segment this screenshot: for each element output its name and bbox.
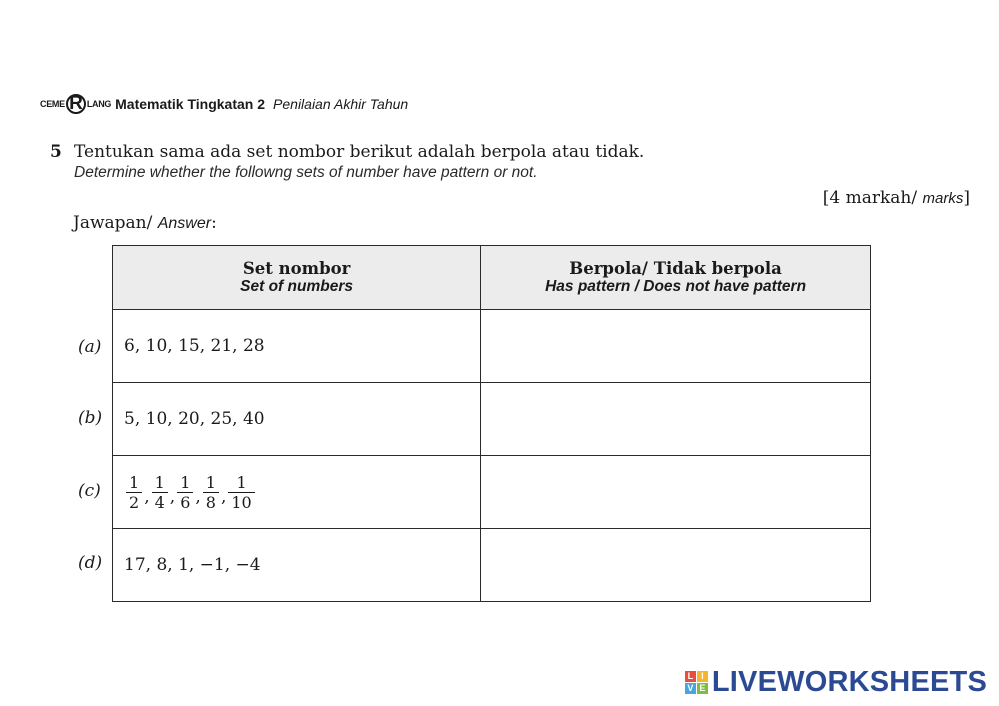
answer-cell[interactable]: [481, 310, 871, 383]
table-row: [113, 383, 871, 456]
fraction-list: $\frac{1}{2}$ , $\frac{1}{4}$ , $\frac{1}{6}$ , $\frac{1}{8}$ , $\frac{1}{10}$: [124, 473, 479, 512]
column-header-pattern: Berpola/ Tidak berpola Has pattern / Does not have pattern: [481, 246, 871, 310]
fraction: $\frac{1}{6}$: [177, 473, 193, 512]
answer-table: [112, 245, 871, 602]
number-set-cell: 17, 8, 1, −1, −4: [113, 529, 481, 602]
live-icon-letter: E: [697, 683, 708, 694]
live-icon: [685, 671, 708, 694]
answer-cell[interactable]: [481, 456, 871, 529]
table-header-row: [113, 246, 871, 310]
live-icon-letter: I: [697, 671, 708, 682]
fraction: $\frac{1}{2}$: [126, 473, 142, 512]
marks-label: [4 markah/ marks]: [822, 188, 970, 208]
number-set-cell: [113, 456, 481, 529]
fraction: $\frac{1}{10}$: [228, 473, 254, 512]
publisher-logo: CEME R LANG: [40, 93, 112, 114]
answer-label: Jawapan/ Answer:: [73, 213, 217, 233]
live-icon-letter: V: [685, 683, 696, 694]
row-label-b: (b): [78, 408, 103, 428]
question-number: 5: [50, 142, 62, 162]
table-row: [113, 529, 871, 602]
row-label-d: (d): [78, 553, 103, 573]
question-text-ms: Tentukan sama ada set nombor berikut adalah berpola atau tidak.: [74, 142, 645, 162]
row-label-c: (c): [78, 481, 101, 501]
live-icon-letter: L: [685, 671, 696, 682]
subject-title: Matematik Tingkatan 2: [115, 96, 266, 112]
number-set-cell: 6, 10, 15, 21, 28: [113, 310, 481, 383]
answer-cell[interactable]: [481, 383, 871, 456]
answer-cell[interactable]: [481, 529, 871, 602]
table-row: [113, 456, 871, 529]
exam-subtitle: Penilaian Akhir Tahun: [273, 96, 409, 112]
page-header: [40, 94, 408, 114]
fraction: $\frac{1}{8}$: [203, 473, 219, 512]
number-set-cell: 5, 10, 20, 25, 40: [113, 383, 481, 456]
row-label-a: (a): [78, 337, 102, 357]
column-header-set: Set nombor Set of numbers: [113, 246, 481, 310]
table-row: [113, 310, 871, 383]
fraction: $\frac{1}{4}$: [152, 473, 168, 512]
question-text-en: Determine whether the followng sets of number have pattern or not.: [74, 164, 538, 181]
liveworksheets-logo: [685, 666, 987, 699]
brand-name: LIVEWORKSHEETS: [711, 666, 987, 698]
